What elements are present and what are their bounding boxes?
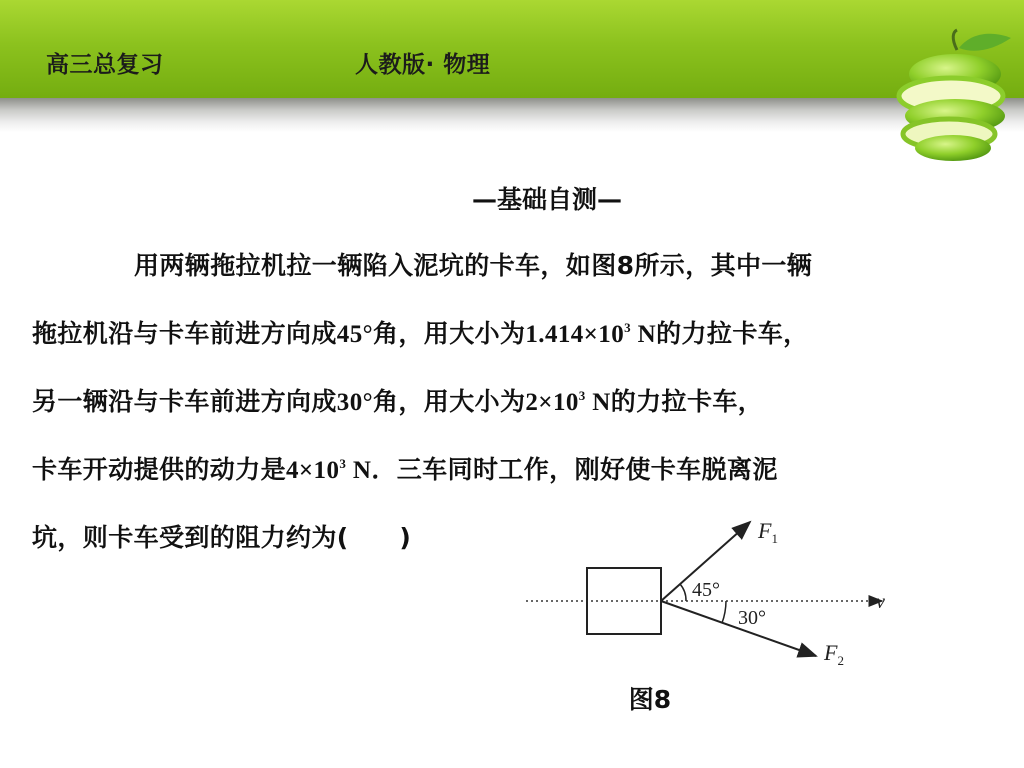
velocity-label: v [876,591,885,613]
line2-part-a: 拖拉机沿与卡车前进方向成45°角，用大小为1.414×10 [32,321,625,348]
problem-line-4 [32,450,778,486]
course-title: 高三总复习 [46,52,164,78]
header-shadow [0,98,1024,132]
truck-box [587,568,661,634]
force-diagram [520,510,900,680]
line2-part-b: N的力拉卡车， [631,321,809,348]
line4-part-a: 卡车开动提供的动力是4×10 [32,457,340,484]
angle-45-arc [680,584,686,601]
problem-line-5: 坑，则卡车受到的阻力约为( ) [32,523,412,552]
angle-30-label: 30° [738,607,766,629]
section-title: —基础自测— [471,185,622,214]
f2-label: F [824,640,838,665]
problem-line-3 [32,382,763,418]
line4-exponent: 3 [339,456,347,471]
line3-part-a: 另一辆沿与卡车前进方向成30°角，用大小为2×10 [32,389,579,416]
line4-part-b: N．三车同时工作，刚好使卡车脱离泥 [346,457,778,484]
edition-title: 人教版· 物理 [355,52,491,78]
problem-line-2 [32,314,809,350]
line2-exponent: 3 [624,320,632,335]
problem-line-1: 用两辆拖拉机拉一辆陷入泥坑的卡车，如图8所示，其中一辆 [134,251,813,280]
angle-30-arc [722,601,726,623]
svg-text:F1 [757,518,778,546]
f1-subscript: 1 [771,531,778,546]
figure-caption: 图8 [628,685,672,714]
line3-part-b: N的力拉卡车， [585,389,764,416]
f1-label: F [758,518,772,543]
f2-subscript: 2 [837,653,844,668]
apple-logo [893,28,1021,164]
line3-exponent: 3 [578,388,586,403]
svg-text:F2 [823,640,844,668]
angle-45-label: 45° [692,579,720,601]
